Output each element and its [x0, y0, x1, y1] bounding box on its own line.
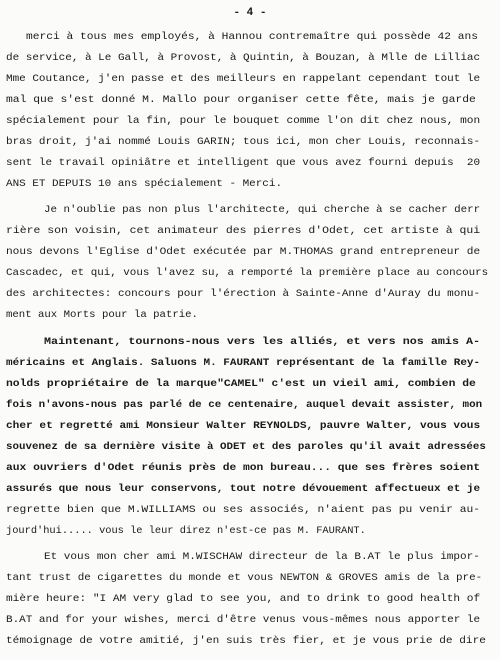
- text-line: Mme Coutance, j'en passe et des meilleurs en rappelant cependant tout le: [6, 73, 481, 85]
- text-line: Et vous mon cher ami M.WISCHAW directeur de la B.AT le plus impor-: [44, 551, 480, 563]
- text-line: assurés que nous leur conservons, tout notre dévouement affectueux et je: [6, 483, 481, 495]
- text-line: sent le travail opiniâtre et intelligent que vous avez fourni depuis 20: [6, 157, 481, 169]
- text-line: Cascadec, et qui, vous l'avez su, a remporté la première place au concours: [6, 267, 489, 279]
- text-line: bras droit, j'ai nommé Louis GARIN; tous ici, mon cher Louis, reconnais-: [6, 136, 481, 148]
- text-line: rière son voisin, cet animateur des pierres d'Odet, cet artiste à qui: [6, 225, 481, 237]
- text-line: jourd'hui..... vous le leur direz n'est-ce pas M. FAURANT.: [6, 525, 366, 537]
- text-line: mière heure: "I AM very glad to see you, and to drink to good health of: [6, 593, 481, 605]
- text-line: des architectes: concours pour l'érection à Sainte-Anne d'Auray du monu-: [6, 288, 481, 300]
- text-line: Je n'oublie pas non plus l'architecte, qui cherche à se cacher derr: [44, 204, 481, 216]
- text-line: aux ouvriers d'Odet réunis près de mon bureau... que ses frères soient: [6, 462, 481, 474]
- text-line: témoignage de votre amitié, j'en suis très fier, et je vous prie de dire: [6, 635, 486, 647]
- text-line: souvenez de sa dernière visite à ODET et des paroles qu'il avait adressées: [6, 441, 486, 453]
- text-line: nolds propriétaire de la marque"CAMEL" c'est un vieil ami, combien de: [6, 378, 476, 390]
- text-line: méricains et Anglais. Saluons M. FAURANT représentant de la famille Rey-: [6, 357, 481, 369]
- text-line: mal que s'est donné M. Mallo pour organiser cette fête, mais je garde: [6, 94, 476, 106]
- text-line: merci à tous mes employés, à Hannou contremaître qui possède 42 ans: [26, 31, 479, 43]
- text-line: ment aux Morts pour la patrie.: [6, 309, 198, 321]
- text-line: B.AT and for your wishes, merci d'être venus vous-mêmes nous apporter le: [6, 614, 481, 626]
- page-number: - 4 -: [233, 7, 267, 19]
- text-line: spécialement pour la fin, pour le bouquet comme l'on dit chez nous, mon: [6, 115, 481, 127]
- text-line: ANS ET DEPUIS 10 ans spécialement - Merci.: [6, 178, 283, 190]
- text-line: tant trust de cigarettes du monde et vous NEWTON & GROVES amis de la pre-: [6, 572, 483, 584]
- text-line: cher et regretté ami Monsieur Walter REYNOLDS, pauvre Walter, vous vous: [6, 420, 481, 432]
- text-line: nous devons l'Eglise d'Odet exécutée par M.THOMAS grand entrepreneur de: [6, 246, 481, 258]
- text-line: de service, à Le Gall, à Provost, à Quintin, à Bouzan, à Mlle de Lilliac: [6, 52, 481, 64]
- text-line: regrette bien que M.WILLIAMS ou ses associés, n'aient pas pu venir au-: [6, 504, 481, 516]
- text-line: fois n'avons-nous pas parlé de ce centenaire, auquel devait assister, mon: [6, 399, 483, 411]
- text-line: Maintenant, tournons-nous vers les alliés, et vers nos amis A-: [44, 336, 481, 348]
